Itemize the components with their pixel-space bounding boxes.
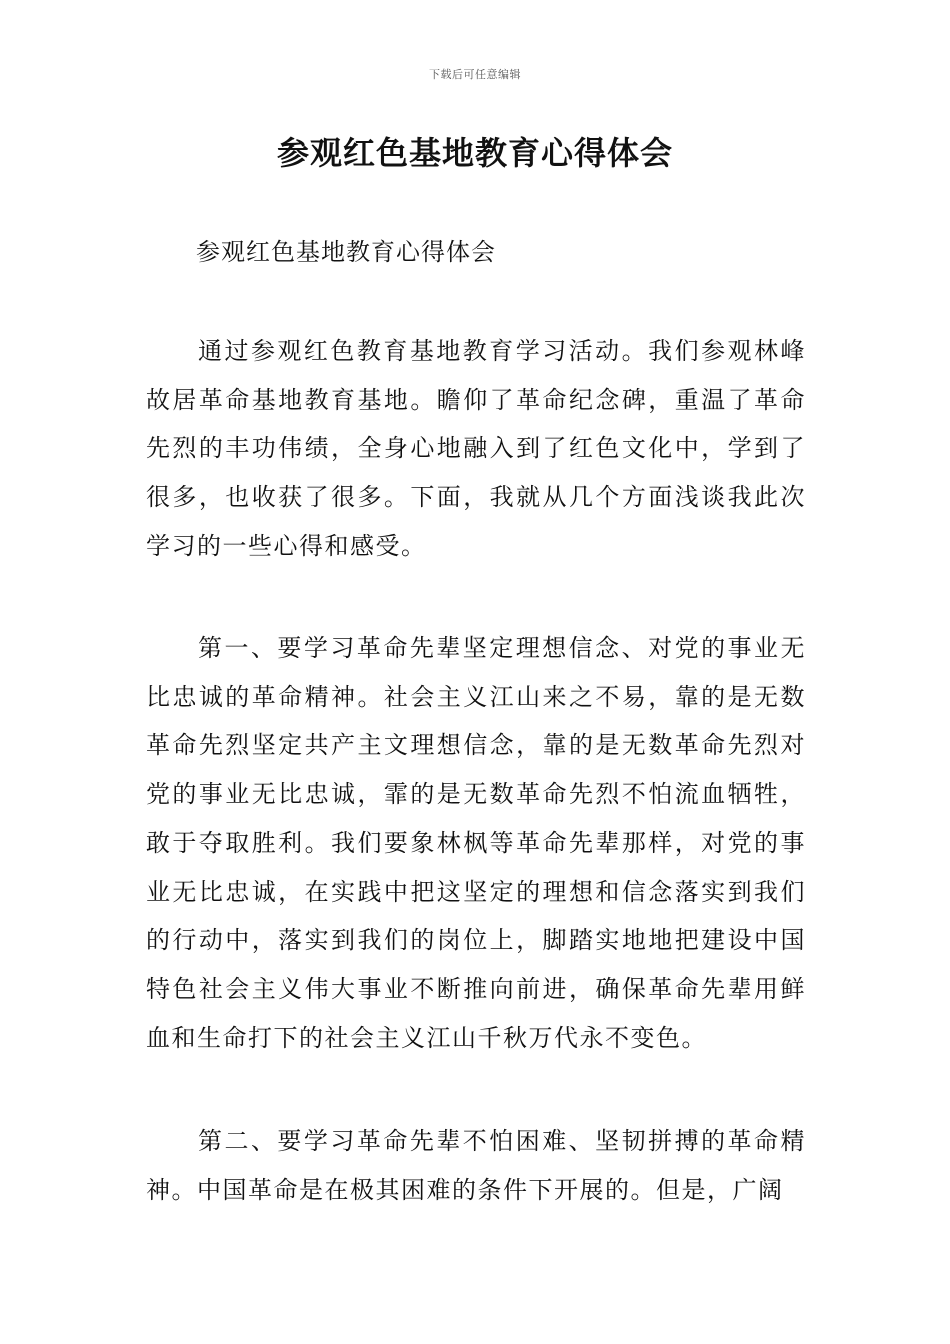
document-title: 参观红色基地教育心得体会 [276, 134, 673, 172]
header-note: 下载后可任意编辑 [429, 68, 521, 81]
paragraph-second-point: 第二、要学习革命先辈不怕困难、坚韧拼搏的革命精神。中国革命是在极其困难的条件下开展的。但是，广阔 [146, 1127, 806, 1204]
document-subtitle: 参观红色基地教育心得体会 [196, 238, 496, 266]
paragraph-intro: 通过参观红色教育基地教育学习活动。我们参观林峰故居革命基地教育基地。瞻仰了革命纪念碑，重温了革命先烈的丰功伟绩，全身心地融入到了红色文化中，学到了很多，也收获了很多。下面，我就从几个方面浅谈我此次学习的一些心得和感受。 [146, 337, 806, 560]
paragraph-first-point: 第一、要学习革命先辈坚定理想信念、对党的事业无比忠诚的革命精神。社会主义江山来之不易，靠的是无数革命先烈坚定共产主文理想信念，靠的是无数革命先烈对党的事业无比忠诚，霏的是无数革命先烈不怕流血牺牲，敢于夺取胜利。我们要象林枫等革命先辈那样，对党的事业无比忠诚，在实践中把这坚定的理想和信念落实到我们的行动中，落实到我们的岗位上，脚踏实地地把建设中国特色社会主义伟大事业不断推向前进，确保革命先辈用鲜血和生命打下的社会主义江山千秋万代永不变色。 [146, 634, 806, 1052]
